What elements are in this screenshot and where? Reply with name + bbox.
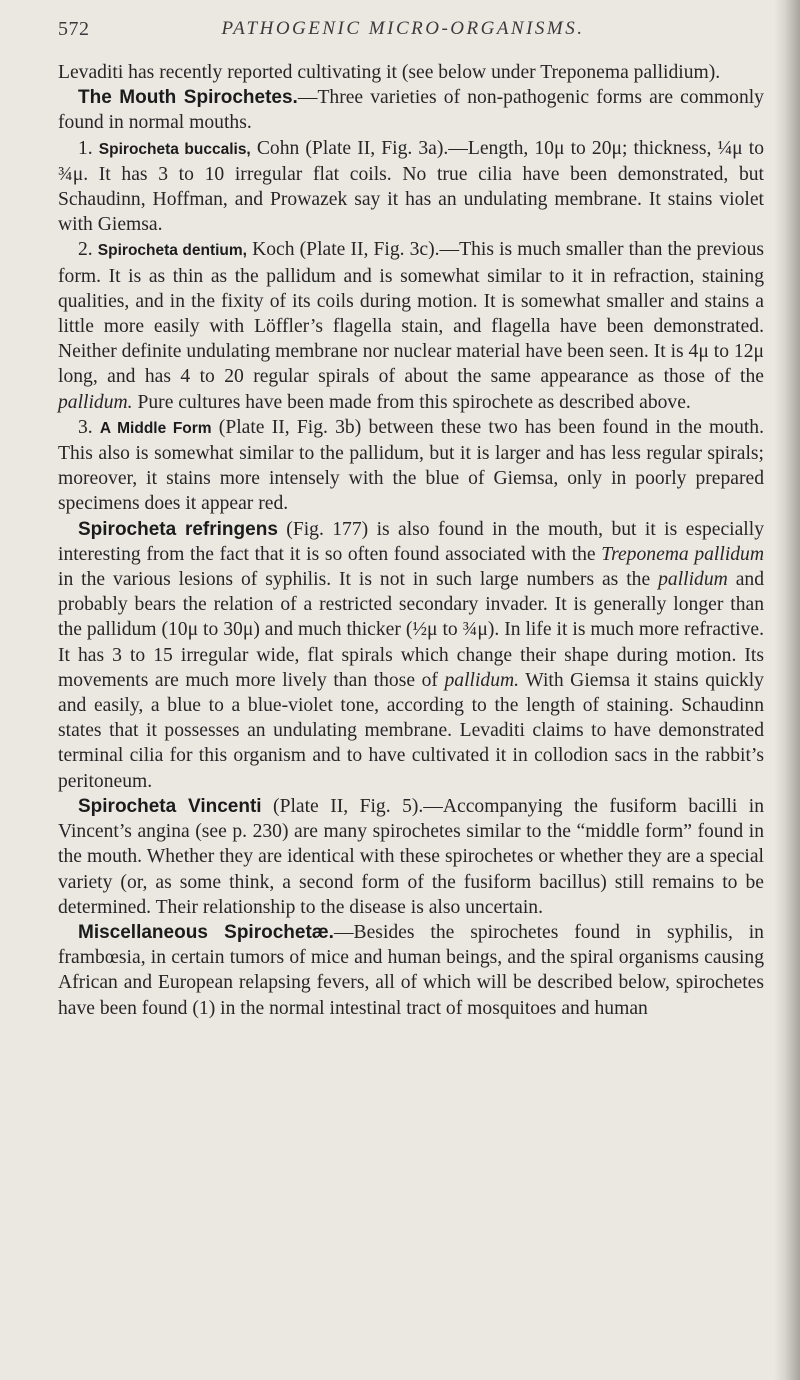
running-head-title: PATHOGENIC MICRO-ORGANISMS. bbox=[221, 18, 585, 39]
paragraph-text: 1. bbox=[78, 137, 99, 159]
paragraph bbox=[58, 60, 764, 85]
subsection-heading: Spirocheta buccalis, bbox=[98, 140, 251, 158]
paragraph-text: Cohn (Plate II, Fig. 3a).—Length, 10μ to 20μ; thickness, ¼μ to ¾μ. It has 3 to 10 irregular flat coils. No true cilia have been demonstrated, but Schaudinn, Hoffman, and Prowazek say it has an undulating membrane. It stains violet with Giemsa. bbox=[58, 137, 764, 236]
paragraph-text: Pure cultures have been made from this spirochete as described above. bbox=[132, 391, 691, 413]
paragraph-text: (Plate II, Fig. 5).—Accompanying the fusiform bacilli in Vincent’s angina (see p. 230) are many spirochetes similar to the “middle form” found in the mouth. Whether they are identical with these spirochetes or whether they are a special variety (or, as some think, a second form of the fusiform bacillus) still remains to be determined. Their relationship to the disease is also uncertain. bbox=[58, 795, 765, 918]
page-number: 572 bbox=[58, 18, 90, 40]
subsection-heading: A Middle Form bbox=[99, 419, 212, 437]
italic-text: pallidum bbox=[658, 569, 728, 591]
paragraph-text: and probably bears the relation of a restricted secondary invader. It is generally longer than the pallidum (10μ to 30μ) and much thicker (½μ to ¾μ). In life it is much more refractive. It has 3 to 15 irregular wide, flat spirals which change their shape during motion. Its movements are much more lively than those of bbox=[58, 569, 764, 691]
paragraph bbox=[58, 794, 764, 920]
paragraph bbox=[58, 517, 764, 794]
paragraph-text: (Plate II, Fig. 3b) between these two has been found in the mouth. This also is somewhat similar to the pallidum, but it is larger and has less regular spirals; moreover, it stains more intensely with the blue of Giemsa, only in poorly prepared specimens does it appear red. bbox=[58, 416, 765, 515]
paragraph bbox=[58, 237, 764, 414]
paragraph bbox=[58, 136, 764, 238]
paragraph-text: With Giemsa it stains quickly and easily, a blue to a blue-violet tone, according to the length of staining. Schaudinn states that it possesses an undulating membrane. Levaditi claims to have demonstrated terminal cilia for this organism and to have cultivated it in collodion sacs in the rabbit’s peritoneum. bbox=[58, 669, 764, 792]
section-heading: Miscellaneous Spirochetæ. bbox=[78, 921, 334, 943]
italic-text: pallidum. bbox=[444, 669, 520, 691]
running-head bbox=[58, 18, 748, 48]
section-heading: The Mouth Spirochetes. bbox=[78, 87, 298, 109]
italic-text: pallidum. bbox=[58, 391, 133, 413]
paragraph bbox=[58, 920, 764, 1021]
section-heading: Spirocheta Vincenti bbox=[78, 795, 262, 817]
paragraph-text: —Three varieties of non-pathogenic forms are commonly found in normal mouths. bbox=[58, 87, 764, 134]
body-text bbox=[58, 60, 764, 1021]
subsection-heading: Spirocheta dentium, bbox=[97, 242, 247, 260]
section-heading: Spirocheta refringens bbox=[78, 518, 278, 540]
paragraph bbox=[58, 85, 764, 135]
italic-text: Treponema pallidum bbox=[601, 543, 765, 565]
paragraph-text: 2. bbox=[78, 239, 98, 261]
paragraph-text: —Besides the spirochetes found in syphilis, in frambœsia, in certain tumors of mice and human beings, and the spiral organisms causing African and European relapsing fevers, all of which will be described below, spirochetes have been found (1) in the normal intestinal tract of mosquitoes and human bbox=[58, 921, 764, 1019]
paragraph-text: Koch (Plate II, Fig. 3c).—This is much smaller than the previous form. It is as thin as the pallidum and is somewhat similar to it in refraction, staining qualities, and in the fixity of its coils during motion. It is somewhat smaller and stains a little more easily with Löffler’s flagella stain, and flagella have been demonstrated. Neither definite undulating membrane nor nuclear material have been seen. It is 4μ to 12μ long, and has 4 to 20 regular spirals of about the same appearance as those of the bbox=[58, 239, 764, 388]
page-edge-shadow bbox=[774, 0, 800, 1380]
paragraph bbox=[58, 415, 764, 517]
paragraph-text: Levaditi has recently reported cultivating it (see below under Treponema pallidium). bbox=[58, 62, 721, 83]
paragraph-text: (Fig. 177) is also found in the mouth, but it is especially interesting from the fact that it is so often found associated with the bbox=[58, 518, 764, 565]
paragraph-text: in the various lesions of syphilis. It is not in such large numbers as the bbox=[58, 569, 659, 591]
paragraph-text: 3. bbox=[78, 416, 100, 438]
